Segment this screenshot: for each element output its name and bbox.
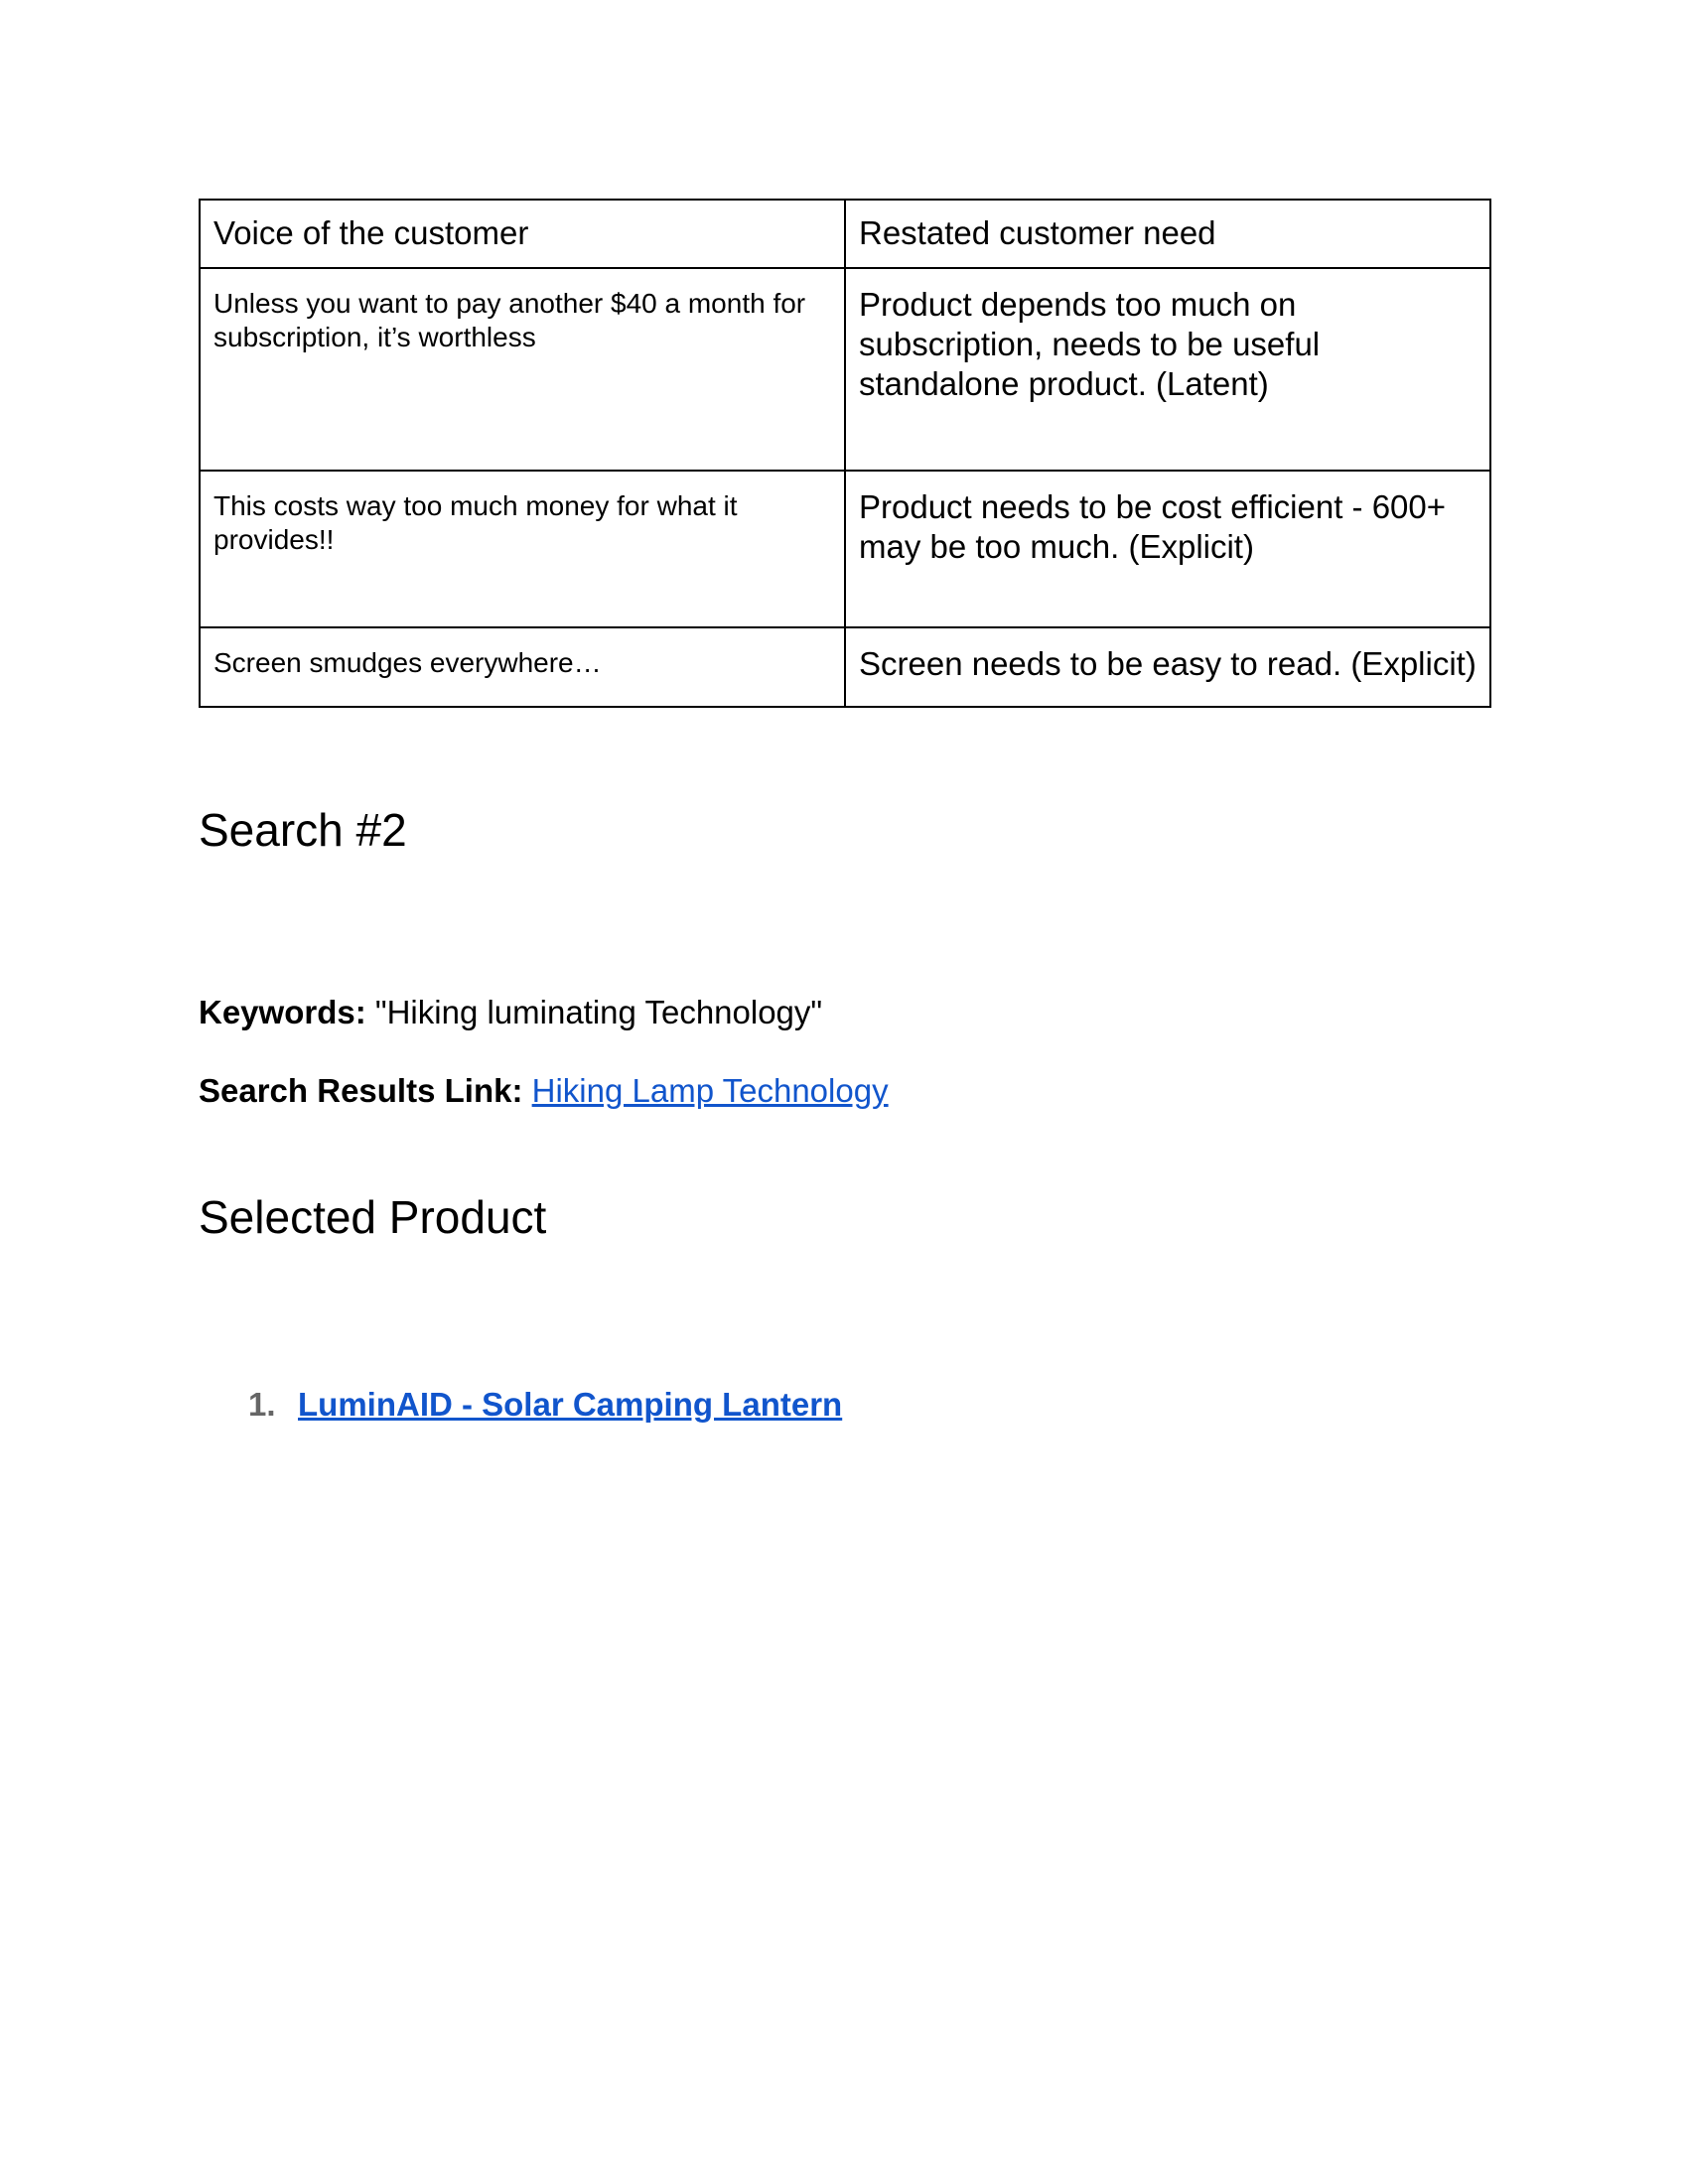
table-header-need: Restated customer need: [845, 200, 1490, 268]
list-item: [199, 1383, 842, 1427]
search-results-line: [199, 1069, 889, 1113]
keywords-label: Keywords:: [199, 994, 366, 1030]
need-cell: Product depends too much on subscription, needs to be useful standalone product. (Latent): [845, 268, 1490, 471]
table-header-voice: Voice of the customer: [200, 200, 845, 268]
search-results-label: Search Results Link:: [199, 1072, 523, 1109]
list-item-number: 1.: [248, 1386, 276, 1423]
voice-cell: Screen smudges everywhere…: [200, 627, 845, 707]
keywords-line: [199, 991, 822, 1034]
product-link[interactable]: LuminAID - Solar Camping Lantern: [298, 1386, 843, 1423]
table-header-row: [200, 200, 1490, 268]
need-cell: Product needs to be cost efficient - 600+ may be too much. (Explicit): [845, 471, 1490, 627]
table-row: [200, 268, 1490, 471]
selected-product-heading: Selected Product: [199, 1191, 547, 1243]
selected-product-list: [199, 1383, 842, 1427]
voice-cell: This costs way too much money for what it provides!!: [200, 471, 845, 627]
search-results-link[interactable]: Hiking Lamp Technology: [531, 1072, 889, 1109]
customer-needs-table: [199, 199, 1491, 708]
need-cell: Screen needs to be easy to read. (Explicit): [845, 627, 1490, 707]
table-row: [200, 471, 1490, 627]
search-heading: Search #2: [199, 804, 407, 856]
voice-cell: Unless you want to pay another $40 a month for subscription, it’s worthless: [200, 268, 845, 471]
table-row: [200, 627, 1490, 707]
keywords-value: "Hiking luminating Technology": [374, 994, 823, 1030]
